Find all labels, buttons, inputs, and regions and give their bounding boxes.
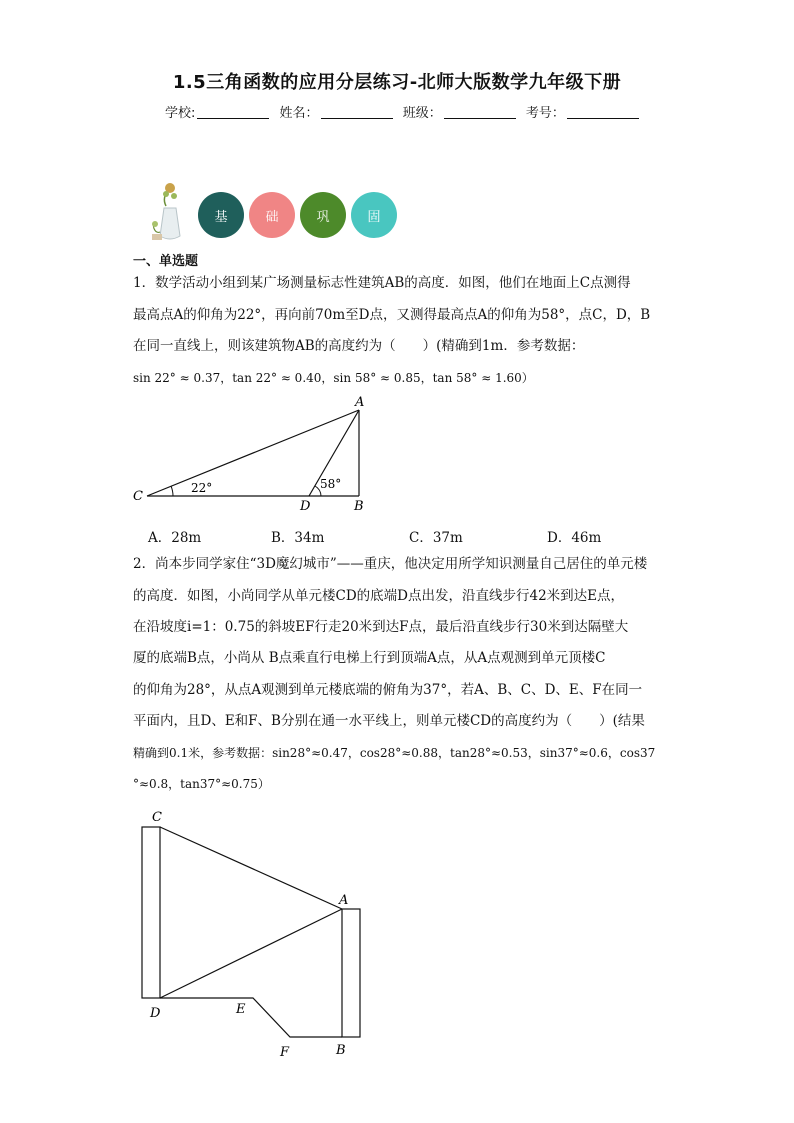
- q2-line-ca: [160, 827, 342, 909]
- exam-no-blank[interactable]: [567, 106, 639, 119]
- q1-line-2: 最高点A的仰角为22°，再向前70m至D点，又测得最高点A的仰角为58°，点C，D，B: [133, 307, 651, 323]
- student-info-line: [165, 102, 645, 121]
- q1-label-a: A: [355, 395, 365, 410]
- q2-line-6: 平面内，且D、E和F、B分别在通一水平线上，则单元楼CD的高度约为（ ）(结果: [133, 713, 645, 729]
- plant-vase-icon: [148, 180, 192, 242]
- banner-circle-2: 础: [249, 192, 295, 238]
- q2-line-5: 的仰角为28°，从点A观测到单元楼底端的俯角为37°，若A、B、C、D、E、F在同一: [133, 682, 643, 698]
- banner-circle-3: 巩: [300, 192, 346, 238]
- q2-line-4: 厦的底端B点，小尚从 B点乘直行电梯上行到顶端A点，从A点观测到单元顶楼C: [133, 650, 606, 666]
- q2-line-da: [160, 909, 342, 998]
- school-label: 学校:: [165, 106, 196, 121]
- exam-no-label: 考号：: [525, 106, 565, 121]
- q2-figure: [130, 805, 370, 1060]
- name-blank[interactable]: [321, 106, 393, 119]
- q1-angle-d-label: 58°: [320, 477, 342, 491]
- q1-option-d[interactable]: D．46m: [547, 530, 602, 546]
- q2-building-ab: [342, 909, 360, 1037]
- section-heading: 一、单选题: [133, 254, 199, 269]
- q2-line-3: 在沿坡度i=1：0.75的斜坡EF行走20米到达F点，最后沿直线步行30米到达隔壁大: [133, 619, 629, 635]
- name-label: 姓名：: [279, 106, 319, 121]
- class-label: 班级：: [402, 106, 442, 121]
- page-title: 1.5三角函数的应用分层练习-北师大版数学九年级下册: [172, 72, 622, 93]
- q2-label-a: A: [339, 893, 349, 908]
- class-blank[interactable]: [444, 106, 516, 119]
- q1-label-b: B: [354, 499, 364, 514]
- q1-figure: [125, 392, 385, 517]
- q2-label-d: D: [150, 1006, 161, 1021]
- q1-label-d: D: [300, 499, 311, 514]
- q2-line-8: °≈0.8，tan37°≈0.75）: [133, 777, 270, 791]
- q1-label-c: C: [133, 489, 143, 504]
- q2-ground-path: [160, 998, 342, 1037]
- q1-line-4: sin 22° ≈ 0.37，tan 22° ≈ 0.40，sin 58° ≈ 0.85，tan 58° ≈ 1.60）: [133, 371, 534, 385]
- banner-circle-4: 固: [351, 192, 397, 238]
- q2-line-1: 2．尚本步同学家住“3D魔幻城市”——重庆，他决定用所学知识测量自己居住的单元楼: [133, 556, 648, 572]
- q1-angle-arc-c: [171, 486, 173, 496]
- q2-label-b: B: [336, 1043, 346, 1058]
- q1-option-c[interactable]: C．37m: [409, 530, 463, 546]
- q2-label-c: C: [152, 810, 162, 825]
- q1-option-a[interactable]: A．28m: [148, 530, 202, 546]
- school-blank[interactable]: [197, 106, 269, 119]
- q2-line-2: 的高度．如图，小尚同学从单元楼CD的底端D点出发，沿直线步行42米到达E点，: [133, 588, 625, 604]
- q1-line-3: 在同一直线上，则该建筑物AB的高度约为（ ）(精确到1m．参考数据：: [133, 338, 585, 354]
- q2-line-7: 精确到0.1米，参考数据：sin28°≈0.47，cos28°≈0.88，tan28°≈0.53，sin37°≈0.6，cos37: [133, 746, 656, 760]
- q2-label-f: F: [280, 1045, 290, 1060]
- q2-building-cd: [142, 827, 160, 998]
- q1-line-1: 1．数学活动小组到某广场测量标志性建筑AB的高度．如图，他们在地面上C点测得: [133, 275, 631, 291]
- q1-option-b[interactable]: B．34m: [271, 530, 325, 546]
- q1-angle-c-label: 22°: [191, 481, 213, 495]
- q2-label-e: E: [236, 1002, 246, 1017]
- banner-circle-1: 基: [198, 192, 244, 238]
